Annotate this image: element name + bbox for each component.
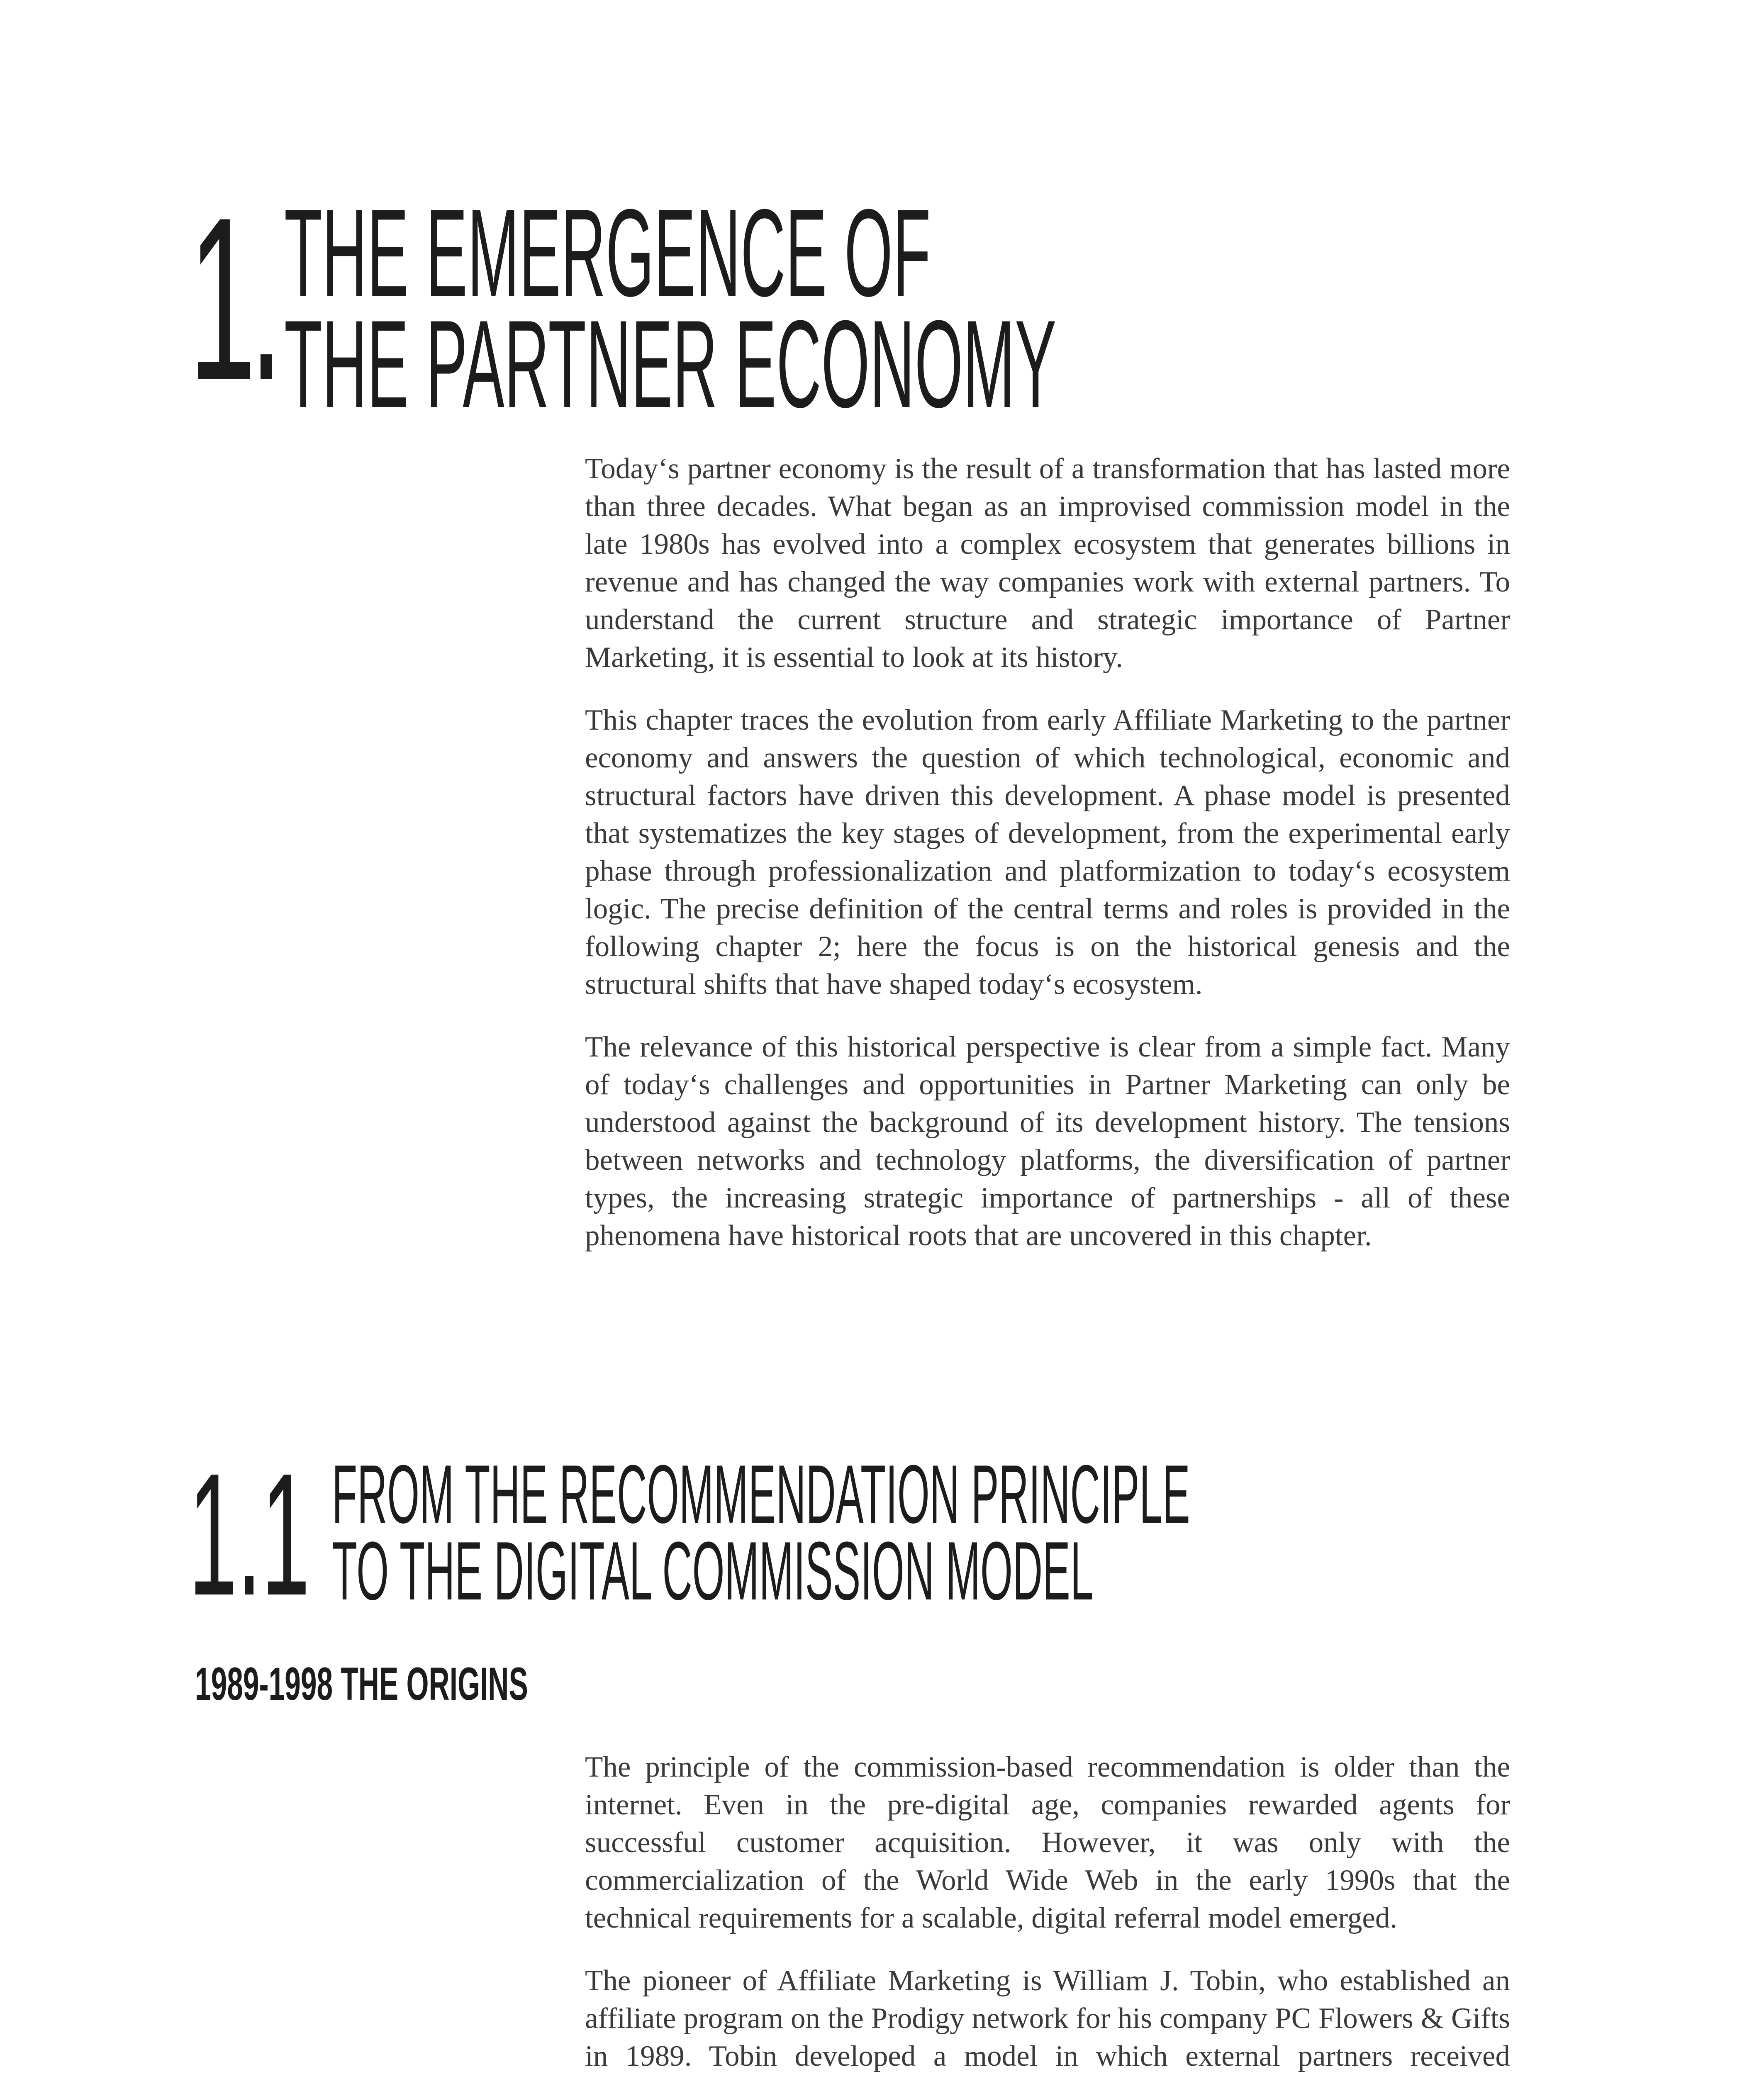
chapter-title-line-2: THE PARTNER ECONOMY (284, 294, 1057, 433)
section-title-line-2: TO THE DIGITAL COMMISSION MODEL (332, 1525, 1094, 1617)
intro-paragraph: The relevance of this historical perspective is clear from a simple fact. Many of today‘s challenges and opportunities in Partner Marketing can only be understood against the background of its development history. The tensions between networks and technology platforms, the diversification of partner types, the increasing strategic importance of partnerships - all of these phenomena have historical roots that are uncovered in this chapter. (585, 1031, 1510, 1252)
section-title (332, 1448, 1190, 1617)
section-paragraph: The pioneer of Affiliate Marketing is William J. Tobin, who established an affiliate program on the Prodigy network for his company PC Flowers & Gifts in 1989. Tobin developed a model in which external partners received (585, 1964, 1510, 2072)
section-text (585, 1748, 1510, 2074)
intro-paragraph: This chapter traces the evolution from early Affiliate Marketing to the partner economy and answers the question of which technological, economic and structural factors have driven this development. A phase model is presented that systematizes the key stages of development, from the experimental early phase through professionalization and platformization to today‘s ecosystem logic. The precise definition of the central terms and roles is provided in the following chapter 2; here the focus is on the historical genesis and the structural shifts that have shaped today‘s ecosystem. (585, 704, 1510, 1000)
section-title-line-1: FROM THE RECOMMENDATION PRINCIPLE (332, 1448, 1190, 1541)
section-heading (189, 1437, 1558, 1632)
intro-text (585, 450, 1510, 1280)
subsection-heading: 1989-1998 THE ORIGINS (195, 1658, 528, 1710)
intro-paragraph: Today‘s partner economy is the result of a transformation that has lasted more than three decades. What began as an improvised commission model in the late 1980s has evolved into a complex ecosystem that generates billions in revenue and has changed the way companies work with external partners. To understand the current structure and strategic importance of Partner Marketing, it is essential to look at its history. (585, 453, 1510, 674)
section-paragraph: The principle of the commission-based recommendation is older than the internet. Even in the pre-digital age, companies rewarded agents for successful customer acquisition. However, it was only with the commercialization of the World Wide Web in the early 1990s that the technical requirements for a scalable, digital referral model emerged. (585, 1751, 1510, 1934)
chapter-number: 1. (189, 169, 277, 428)
chapter-heading (189, 169, 1558, 433)
section-number: 1.1 (189, 1437, 310, 1632)
chapter-title-line-1: THE EMERGENCE OF (284, 183, 931, 322)
chapter-title (284, 183, 1057, 433)
